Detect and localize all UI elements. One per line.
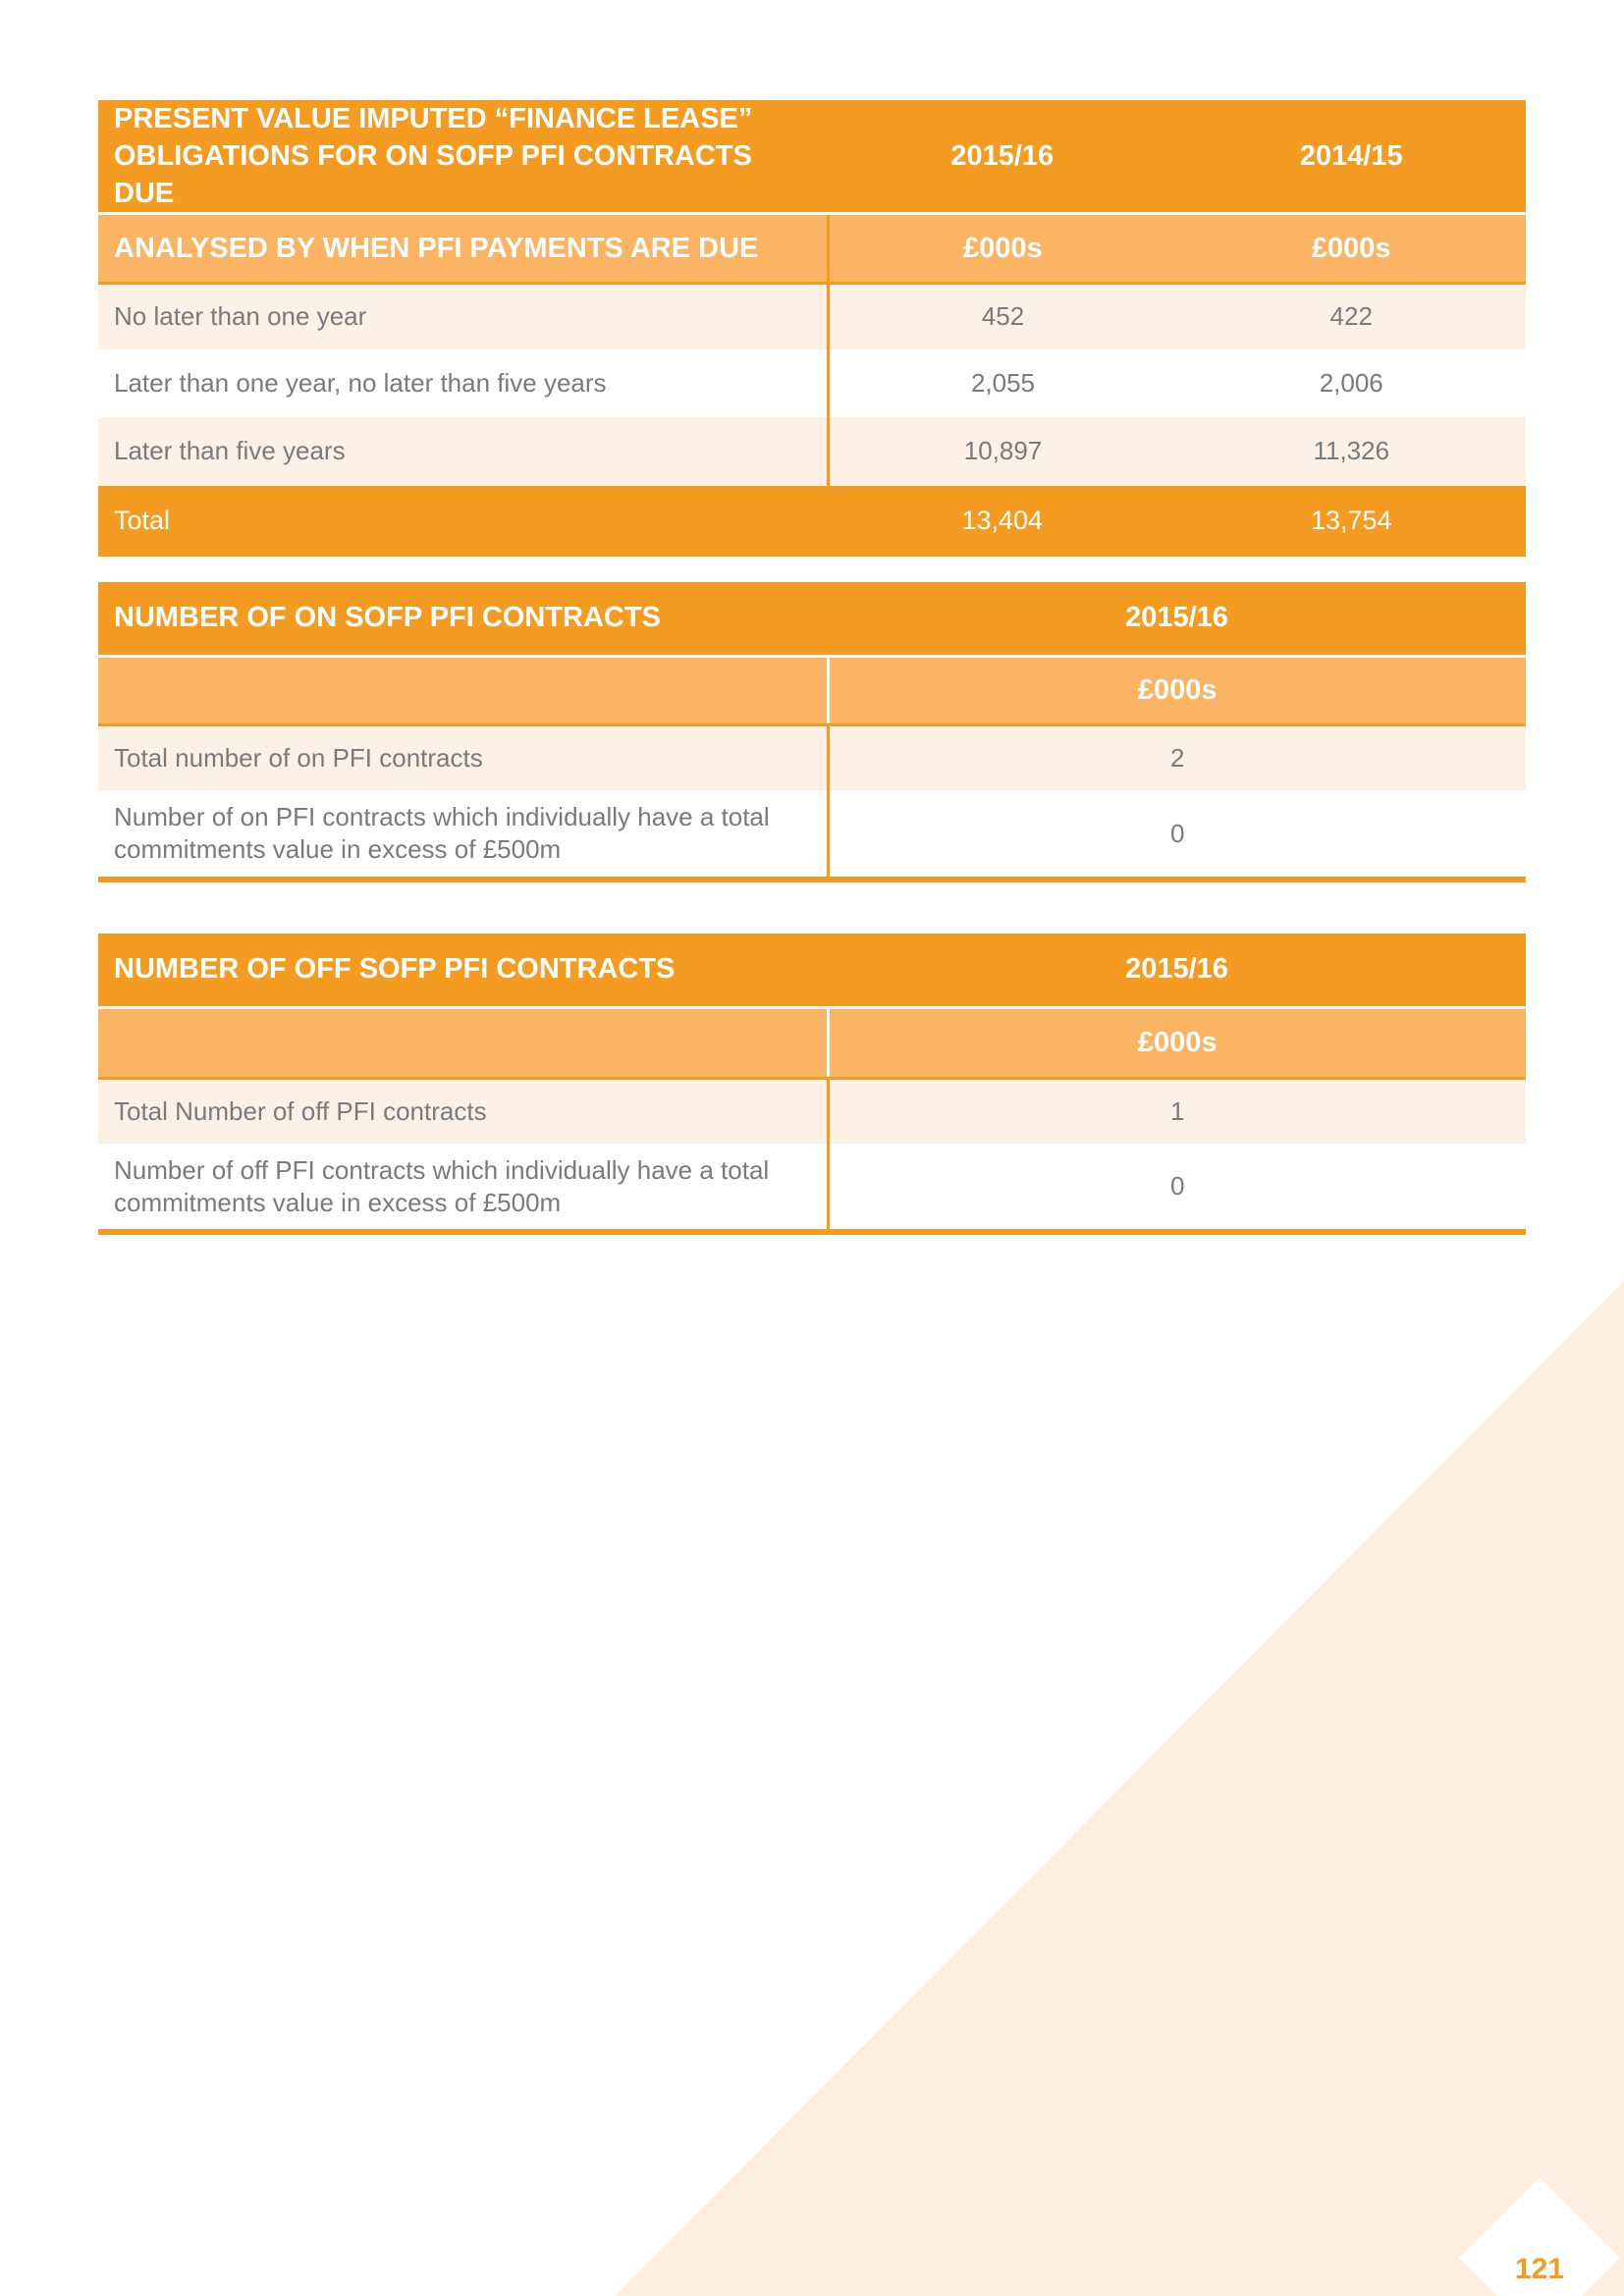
table-subheader-row [98, 1007, 1526, 1078]
table-header-row [98, 934, 1526, 1007]
column-header-2015-16: 2015/16 [828, 100, 1177, 214]
finance-lease-table [98, 100, 1526, 557]
row-value: 2 [828, 724, 1526, 790]
row-value: 0 [828, 790, 1526, 880]
table-row [98, 1078, 1526, 1144]
table-header-row [98, 582, 1526, 656]
page-number: 121 [1514, 2253, 1565, 2285]
row-label: Number of on PFI contracts which individually have a total commitments value in excess of £500m [98, 790, 828, 880]
total-label: Total [98, 486, 828, 557]
total-value: 13,754 [1177, 486, 1527, 557]
row-value: 11,326 [1177, 417, 1527, 486]
row-value: 2,055 [828, 349, 1177, 417]
table-subheader-row [98, 656, 1526, 724]
off-sofp-contracts-table [98, 934, 1526, 1235]
table-row [98, 790, 1526, 880]
row-label: No later than one year [98, 284, 828, 349]
unit-label: £000s [828, 214, 1177, 284]
table-subheader-row [98, 214, 1526, 284]
table-header-row [98, 100, 1526, 214]
row-value: 452 [828, 284, 1177, 349]
row-value: 10,897 [828, 417, 1177, 486]
unit-label: £000s [828, 1007, 1526, 1078]
column-header-2015-16: 2015/16 [828, 582, 1526, 656]
empty-cell [98, 656, 828, 724]
row-value: 0 [828, 1144, 1526, 1232]
empty-cell [98, 1007, 828, 1078]
unit-label: £000s [1177, 214, 1527, 284]
table-row [98, 724, 1526, 790]
table-title: PRESENT VALUE IMPUTED “FINANCE LEASE” OBLIGATIONS FOR ON SOFP PFI CONTRACTS DUE [98, 100, 828, 214]
table-row [98, 349, 1526, 417]
table-row [98, 1144, 1526, 1232]
on-sofp-contracts-table [98, 582, 1526, 882]
table-row [98, 284, 1526, 349]
row-label: Total Number of off PFI contracts [98, 1078, 828, 1144]
row-label: Later than five years [98, 417, 828, 486]
total-value: 13,404 [828, 486, 1177, 557]
row-value: 2,006 [1177, 349, 1527, 417]
column-header-2015-16: 2015/16 [828, 934, 1526, 1007]
total-row [98, 486, 1526, 557]
unit-label: £000s [828, 656, 1526, 724]
row-label: Total number of on PFI contracts [98, 724, 828, 790]
row-value: 422 [1177, 284, 1527, 349]
table-row [98, 417, 1526, 486]
row-label: Number of off PFI contracts which individually have a total commitments value in excess of £500m [98, 1144, 828, 1232]
table-subtitle: ANALYSED BY WHEN PFI PAYMENTS ARE DUE [98, 214, 828, 284]
table-title: NUMBER OF ON SOFP PFI CONTRACTS [98, 582, 828, 656]
row-label: Later than one year, no later than five years [98, 349, 828, 417]
column-header-2014-15: 2014/15 [1177, 100, 1527, 214]
row-value: 1 [828, 1078, 1526, 1144]
table-title: NUMBER OF OFF SOFP PFI CONTRACTS [98, 934, 828, 1007]
